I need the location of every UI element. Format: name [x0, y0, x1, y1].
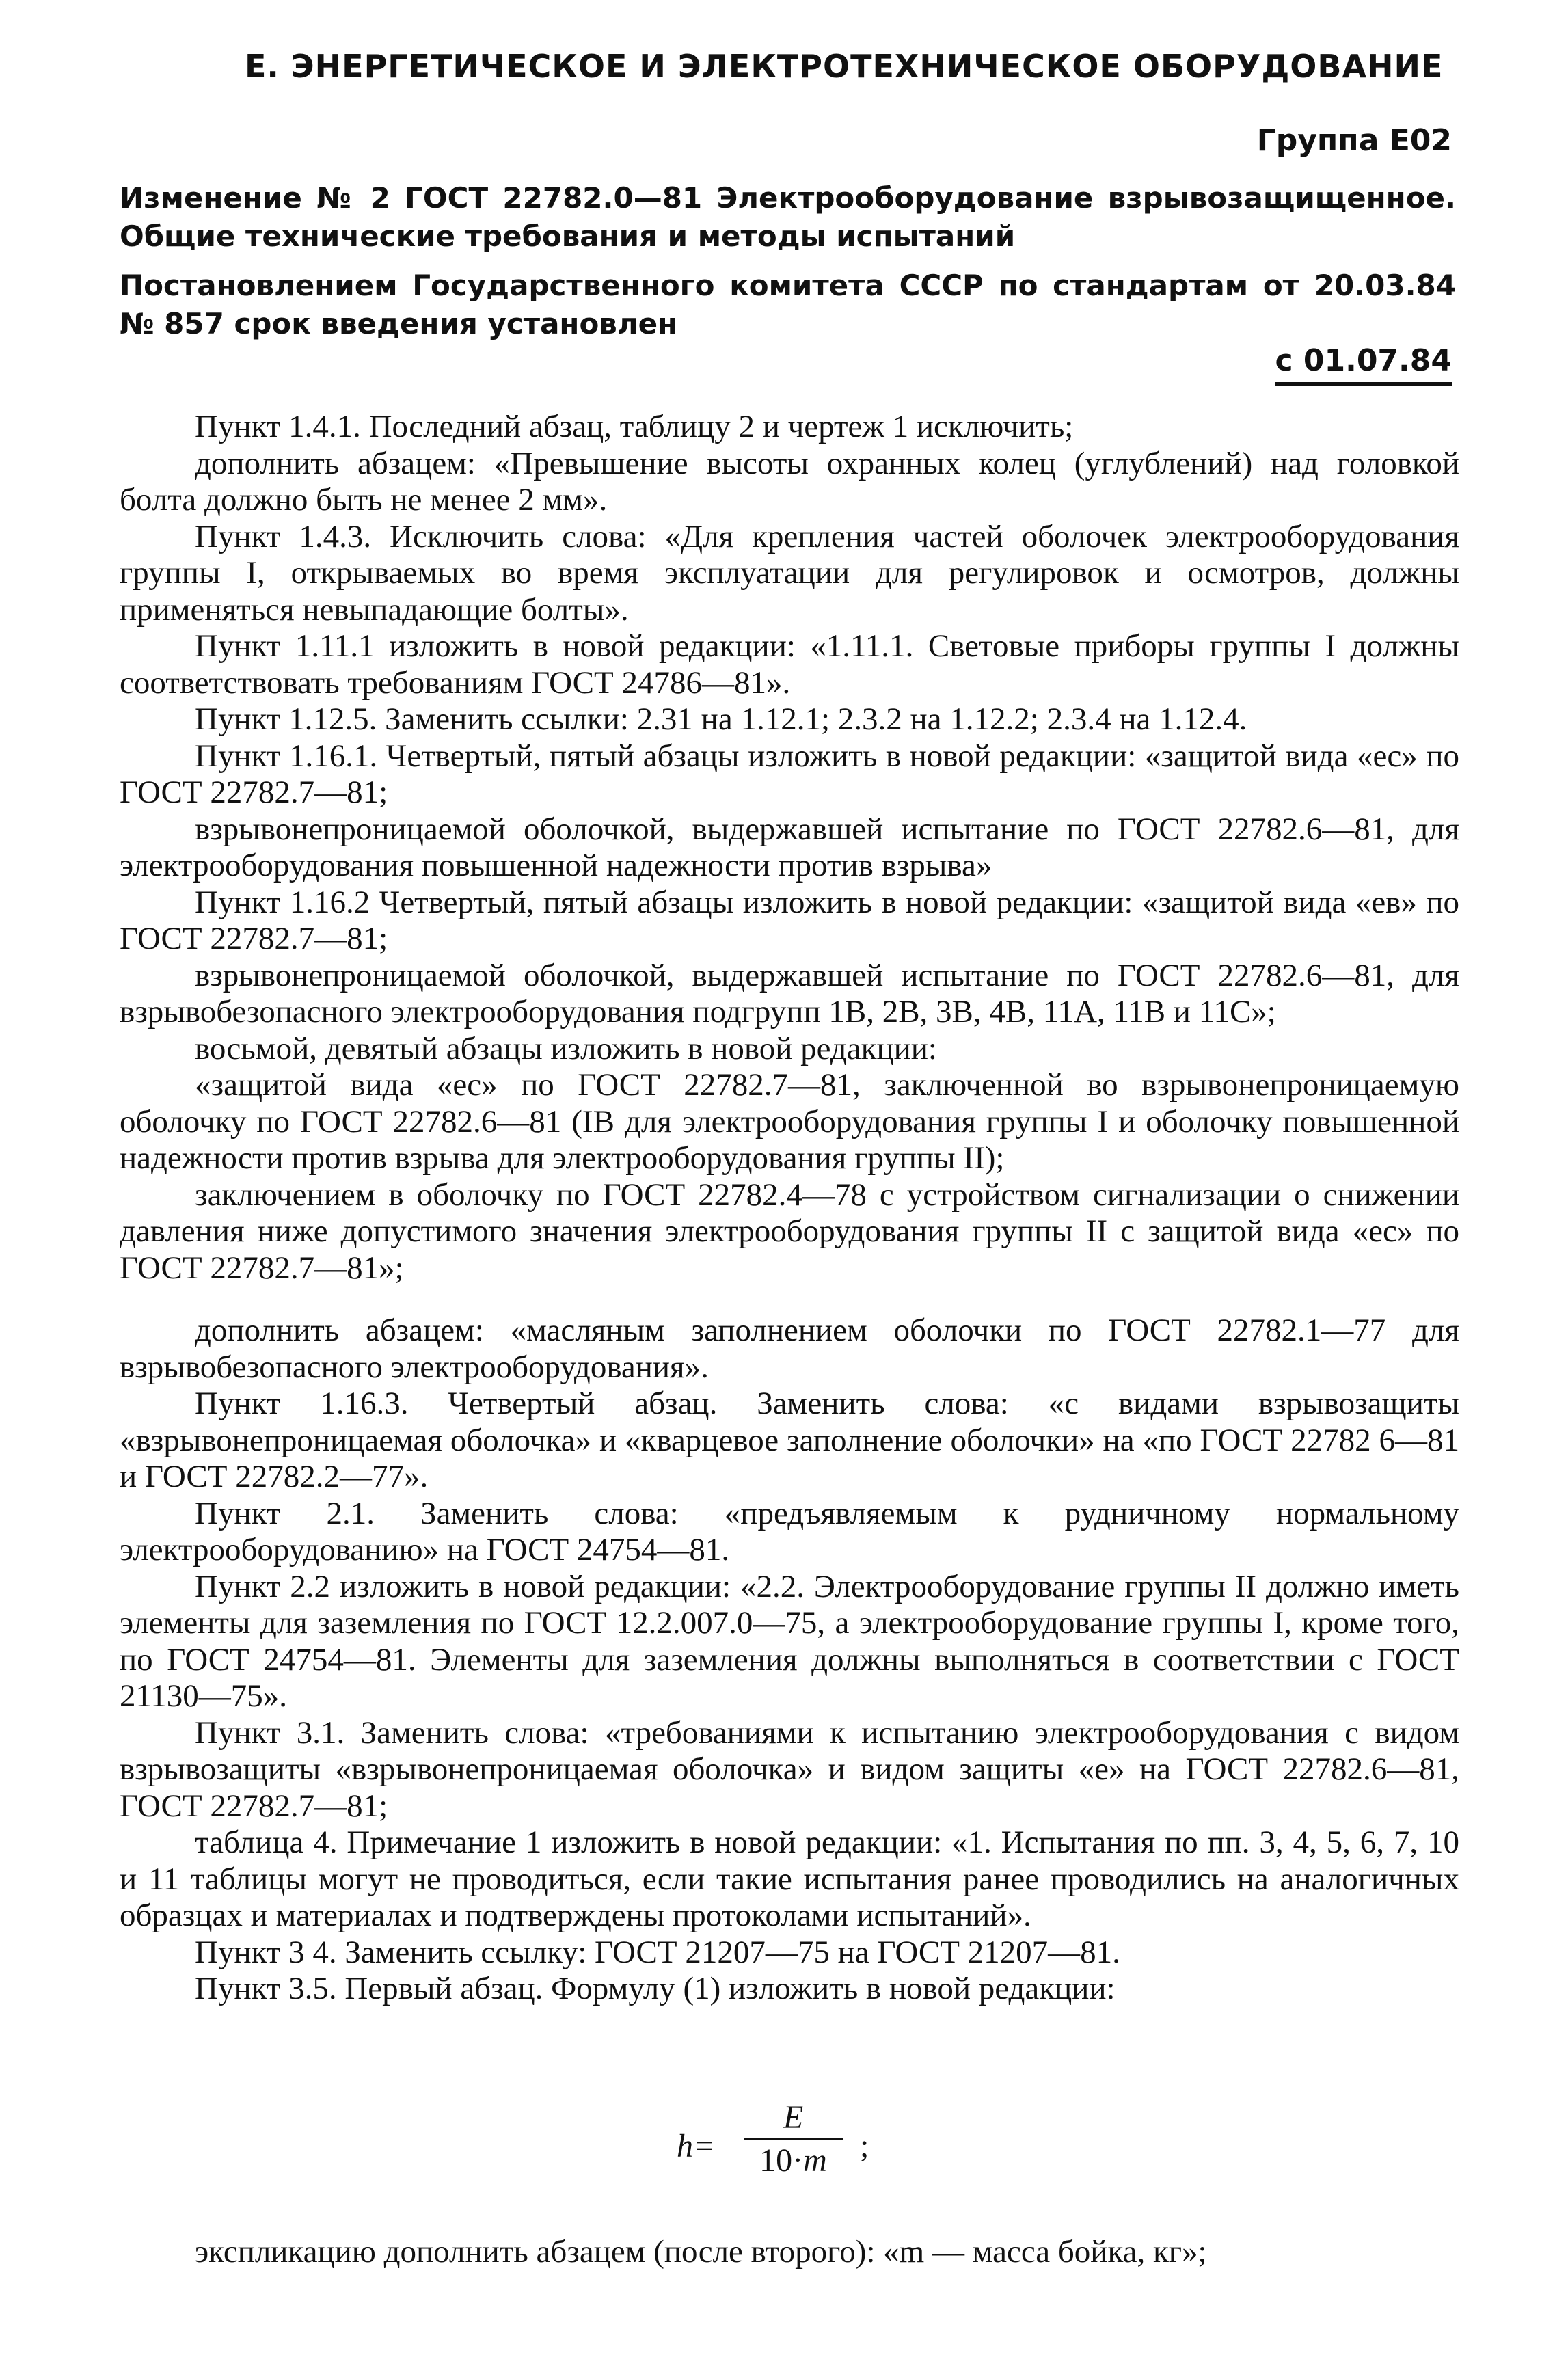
formula-numerator: E	[783, 2099, 804, 2136]
paragraph-1-4-3: Пункт 1.4.3. Исключить слова: «Для крепления частей оболочек электрооборудования группы I, открываемых во время эксплуатации для регулировок и осмотров, должны применяться невыпадающие болты».	[120, 518, 1459, 628]
denominator-variable: m	[803, 2142, 827, 2179]
paragraph-3-1-table-4: таблица 4. Примечание 1 изложить в новой редакции: «1. Испытания по пп. 3, 4, 5, 6, 7, 10 и 11 таблицы могут не проводиться, если такие испытания ранее проводились на аналогичных образцах и материалах и подтверждены протоколами испытаний».	[120, 1824, 1459, 1933]
effective-date: с 01.07.84	[1275, 343, 1452, 386]
amendment-title: Изменение № 2 ГОСТ 22782.0—81 Электрооборудование взрывозащищенное. Общие технические требования и методы испытаний	[120, 181, 1456, 253]
paragraph-1-16-2-addition: дополнить абзацем: «масляным заполнением оболочки по ГОСТ 22782.1—77 для взрывобезопасного электрооборудования».	[120, 1312, 1459, 1385]
paragraph-1-16-2-cont: взрывонепроницаемой оболочкой, выдержавшей испытание по ГОСТ 22782.6—81, для взрывобезопасного электрооборудования подгрупп 1В, 2В, 3В, 4В, 11А, 11В и 11С»;	[120, 957, 1459, 1029]
amendment-body	[120, 409, 1459, 2008]
paragraph-2-2: Пункт 2.2 изложить в новой редакции: «2.2. Электрооборудование группы II должно иметь элементы для заземления по ГОСТ 12.2.007.0—75, а электрооборудование группы I, кроме того, по ГОСТ 24754—81. Элементы для заземления должны выполняться в соответствии с ГОСТ 21130—75».	[120, 1568, 1459, 1714]
paragraph-3-5: Пункт 3.5. Первый абзац. Формулу (1) изложить в новой редакции:	[195, 1971, 1116, 2006]
resolution-text: Постановлением Государственного комитета СССР по стандартам от 20.03.84 № 857 срок введения установлен	[120, 269, 1456, 340]
formula-fraction	[744, 2099, 843, 2180]
paragraph-1-4-1-addition: дополнить абзацем: «Превышение высоты охранных колец (углублений) над головкой болта должно быть не менее 2 мм».	[120, 445, 1459, 517]
paragraph-1-16-1-cont: взрывонепроницаемой оболочкой, выдержавшей испытание по ГОСТ 22782.6—81, для электрооборудования повышенной надежности против взрыва»	[120, 811, 1459, 883]
paragraph-1-16-2-ninth: заключением в оболочку по ГОСТ 22782.4—78 с устройством сигнализации о снижении давления ниже допустимого значения электрооборудования группы II с защитой вида «eс» по ГОСТ 22782.7—81»;	[120, 1176, 1459, 1286]
paragraph-3-1: Пункт 3.1. Заменить слова: «требованиями к испытанию электрооборудования с видом взрывозащиты «взрывонепроницаемая оболочка» и видом защиты «е» на ГОСТ 22782.6—81, ГОСТ 22782.7—81;	[120, 1714, 1459, 1824]
explication-line: экспликацию дополнить абзацем (после второго): «m — масса бойка, кг»;	[195, 2234, 1207, 2270]
paragraph-1-16-1: Пункт 1.16.1. Четвертый, пятый абзацы изложить в новой редакции: «защитой вида «eс» по ГОСТ 22782.7—81;	[120, 738, 1459, 810]
fraction-bar	[744, 2138, 843, 2140]
paragraph-1-16-3: Пункт 1.16.3. Четвертый абзац. Заменить слова: «с видами взрывозащиты «взрывонепроницаемая оболочка» и «кварцевое заполнение оболочки» на «по ГОСТ 22782 6—81 и ГОСТ 22782.2—77».	[120, 1386, 1459, 1494]
paragraph-1-11-1: Пункт 1.11.1 изложить в новой редакции: «1.11.1. Световые приборы группы I должны соответствовать требованиям ГОСТ 24786—81».	[120, 628, 1459, 701]
denominator-coefficient: 10·	[759, 2142, 804, 2179]
formula-denominator	[744, 2142, 843, 2180]
paragraph-1-16-2-eighth-ninth: восьмой, девятый абзацы изложить в новой редакции:	[195, 1030, 937, 1066]
paragraph-1-16-2: Пункт 1.16.2 Четвертый, пятый абзацы изложить в новой редакции: «защитой вида «eв» по ГОСТ 22782.7—81;	[120, 884, 1459, 956]
group-code: Группа Е02	[1256, 123, 1452, 158]
formula-terminator: ;	[860, 2128, 869, 2164]
paragraph-1-16-2-eighth: «защитой вида «eс» по ГОСТ 22782.7—81, заключенной во взрывонепроницаемую оболочку по ГОСТ 22782.6—81 (IВ для электрооборудования группы I и оболочку повышенной надежности против взрыва для электрооборудования группы II);	[120, 1067, 1459, 1176]
paragraph-2-1: Пункт 2.1. Заменить слова: «предъявляемым к рудничному нормальному электрооборудованию» на ГОСТ 24754—81.	[120, 1495, 1459, 1567]
formula-lhs: h=	[677, 2128, 716, 2164]
paragraph-3-4: Пункт 3 4. Заменить ссылку: ГОСТ 21207—75 на ГОСТ 21207—81.	[195, 1934, 1120, 1970]
paragraph-1-4-1: Пункт 1.4.1. Последний абзац, таблицу 2 и чертеж 1 исключить;	[195, 409, 1074, 444]
paragraph-1-12-5: Пункт 1.12.5. Заменить ссылки: 2.31 на 1.12.1; 2.3.2 на 1.12.2; 2.3.4 на 1.12.4.	[195, 701, 1247, 737]
section-title: Е. ЭНЕРГЕТИЧЕСКОЕ И ЭЛЕКТРОТЕХНИЧЕСКОЕ ОБОРУДОВАНИЕ	[245, 48, 1444, 85]
